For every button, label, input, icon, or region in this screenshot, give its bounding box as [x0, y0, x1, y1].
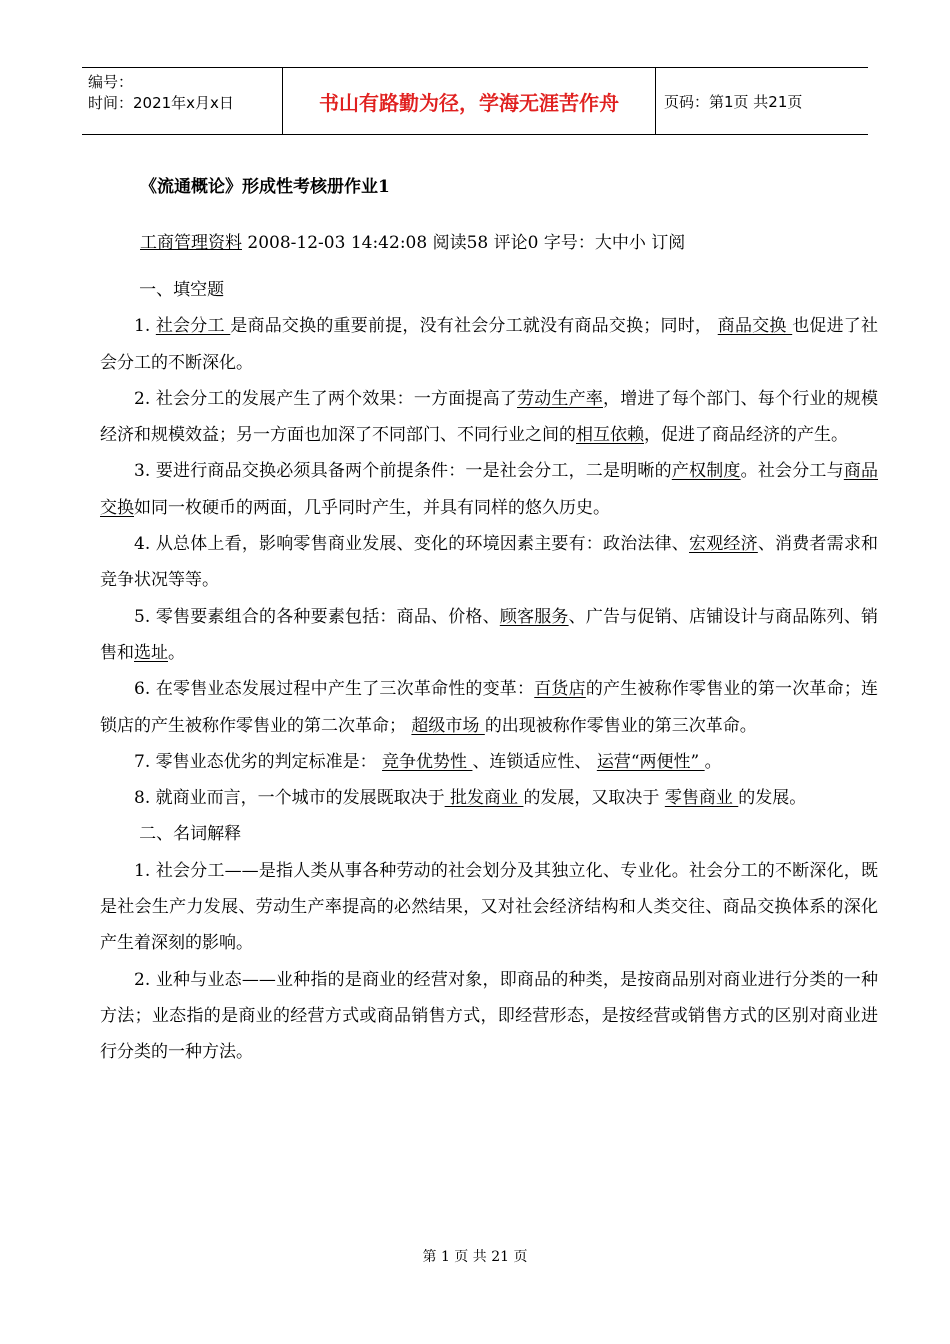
- q5-answer-2: 选址: [134, 642, 168, 663]
- q3-text-c: 。社会分工与: [740, 461, 844, 482]
- question-4: [100, 526, 878, 599]
- q1-answer-1: 社会分工: [155, 316, 231, 337]
- meta-category-link[interactable]: 工商管理资料: [140, 233, 242, 253]
- q5-answer-1: 顾客服务: [499, 606, 569, 627]
- q6-text-e: 的出现被称作零售业的第三次革命。: [484, 715, 757, 736]
- header-motto: 书山有路勤为径，学海无涯苦作舟: [282, 68, 656, 134]
- document-title: 《流通概论》形成性考核册作业1: [140, 177, 390, 197]
- q8-text-e: 的发展。: [738, 788, 807, 809]
- header-page-label: 页码：第1页 共21页: [664, 92, 803, 111]
- page-header: [82, 67, 868, 135]
- q2-answer-2: 相互依赖: [576, 425, 644, 446]
- q2-text-c: ，增进了每个部门、每个行业的规模经济和规模效益；另一方面也加深了不同部门、不同行业之间的: [100, 388, 879, 446]
- q5-text-e: 。: [168, 642, 185, 663]
- page-footer: 第 1 页 共 21 页: [422, 1249, 528, 1265]
- q3-answer-2: 商品交换: [100, 461, 879, 518]
- definition-2: 2. 业种与业态——业种指的是商业的经营对象，即商品的种类，是按商品别对商业进行分类的一种方法；业态指的是商业的经营方式或商品销售方式，即经营形态，是按经营或销售方式的区别对商业进行分类的一种方法。: [100, 969, 878, 1063]
- q7-text-a: 7. 零售业态优劣的判定标准是：: [134, 751, 383, 772]
- q3-answer-1: 产权制度: [671, 461, 741, 482]
- question-6: [100, 671, 878, 744]
- q1-text-c: 是商品交换的重要前提，没有社会分工就没有商品交换；同时，: [230, 316, 718, 337]
- definition-1: 1. 社会分工——是指人类从事各种劳动的社会划分及其独立化、专业化。社会分工的不断深化，既是社会生产力发展、劳动生产率提高的必然结果，又对社会经济结构和人类交往、商品交换体系的深化产生着深刻的影响。: [100, 860, 878, 954]
- q1-text-e: 也促进了社会分工的不断深化。: [100, 316, 879, 373]
- section-heading-definitions: 二、名词解释: [139, 824, 242, 845]
- q6-text-a: 6. 在零售业态发展过程中产生了三次革命性的变革：: [134, 679, 535, 700]
- q1-text-a: 1.: [134, 316, 156, 337]
- meta-info: 2008-12-03 14:42:08 阅读58 评论0 字号：大中小 订阅: [242, 233, 686, 253]
- q8-answer-1: 批发商业: [444, 788, 524, 809]
- q7-answer-2: 运营“两便性”: [596, 751, 705, 772]
- q4-answer-1: 宏观经济: [689, 534, 758, 555]
- question-3: [100, 453, 878, 526]
- q4-text-a: 4. 从总体上看，影响零售商业发展、变化的环境因素主要有：政治法律、: [134, 534, 690, 555]
- doc-number-label: 编号：: [88, 73, 134, 91]
- q8-text-a: 8. 就商业而言，一个城市的发展既取决于: [134, 788, 445, 809]
- q6-answer-2: 超级市场: [411, 715, 485, 736]
- q6-answer-1: 百货店: [534, 679, 586, 700]
- q1-answer-2: 商品交换: [717, 316, 793, 337]
- q2-text-a: 2. 社会分工的发展产生了两个效果：一方面提高了: [134, 388, 518, 409]
- section-heading-fill-blanks: 一、填空题: [139, 280, 225, 300]
- q4-text-c: 、消费者需求和竞争状况等等。: [100, 534, 879, 591]
- q8-answer-2: 零售商业: [664, 788, 739, 809]
- question-2: [100, 381, 878, 454]
- article-meta: [140, 228, 685, 253]
- q8-text-c: 的发展，又取决于: [523, 788, 665, 809]
- q6-text-c: 的产生被称作零售业的第一次革命；连锁店的产生被称作零售业的第二次革命；: [100, 679, 879, 736]
- document-body: [100, 272, 878, 1071]
- header-left-cell: [82, 68, 282, 134]
- q2-answer-1: 劳动生产率: [517, 388, 604, 409]
- question-5: [100, 599, 878, 672]
- question-7: [100, 744, 878, 780]
- q3-text-a: 3. 要进行商品交换必须具备两个前提条件：一是社会分工，二是明晰的: [134, 461, 672, 482]
- q7-answer-1: 竞争优势性: [382, 751, 473, 772]
- question-8: [100, 780, 878, 816]
- question-1: [100, 308, 878, 381]
- q2-text-e: ，促进了商品经济的产生。: [644, 425, 848, 446]
- q7-text-e: 。: [704, 751, 722, 772]
- doc-date-label: 时间：2021年x月x日: [88, 94, 234, 112]
- q5-text-c: 、广告与促销、店铺设计与商品陈列、销售和: [100, 606, 879, 663]
- q3-text-e: 如同一枚硬币的两面，几乎同时产生，并具有同样的悠久历史。: [134, 497, 610, 518]
- q5-text-a: 5. 零售要素组合的各种要素包括：商品、价格、: [134, 606, 500, 627]
- q7-text-c: 、连锁适应性、: [472, 751, 597, 772]
